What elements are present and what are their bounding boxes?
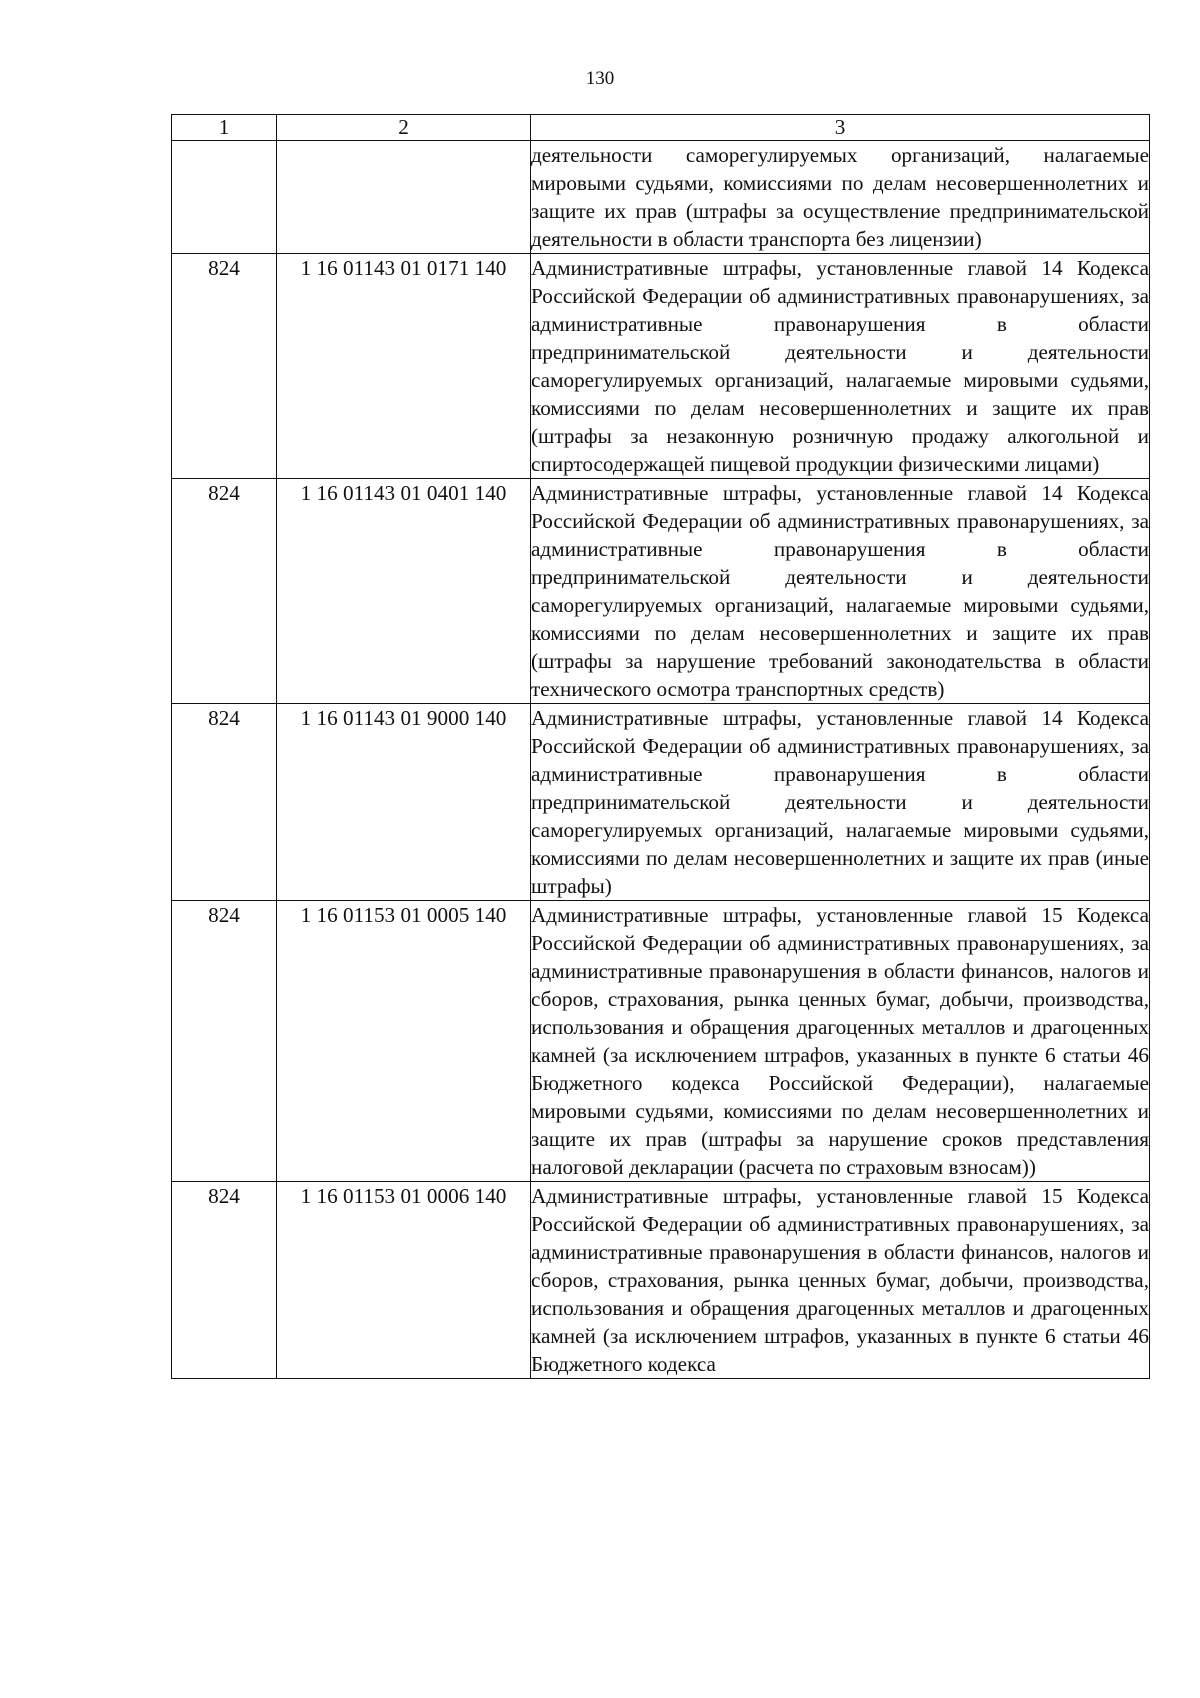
budget-code-cell: 1 16 01143 01 9000 140 — [277, 704, 531, 901]
admin-code-cell: 824 — [172, 901, 277, 1182]
description-cell: деятельности саморегулируемых организаций, налагаемые мировыми судьями, комиссиями по делам несовершеннолетних и защите их прав (штрафы за осуществление предпринимательской деятельности в области транспорта без лицензии) — [531, 141, 1150, 254]
admin-code-cell: 824 — [172, 479, 277, 704]
table-row — [172, 141, 1150, 254]
description-cell: Административные штрафы, установленные главой 14 Кодекса Российской Федерации об административных правонарушениях, за административные правонарушения в области предпринимательской деятельности и деятельности саморегулируемых организаций, налагаемые мировыми судьями, комиссиями по делам несовершеннолетних и защите их прав (штрафы за незаконную розничную продажу алкогольной и спиртосодержащей пищевой продукции физическими лицами) — [531, 254, 1150, 479]
description-cell: Административные штрафы, установленные главой 14 Кодекса Российской Федерации об административных правонарушениях, за административные правонарушения в области предпринимательской деятельности и деятельности саморегулируемых организаций, налагаемые мировыми судьями, комиссиями по делам несовершеннолетних и защите их прав (штрафы за нарушение требований законодательства в области технического осмотра транспортных средств) — [531, 479, 1150, 704]
column-header-2: 2 — [277, 115, 531, 141]
budget-code-cell: 1 16 01153 01 0005 140 — [277, 901, 531, 1182]
column-header-3: 3 — [531, 115, 1150, 141]
admin-code-cell: 824 — [172, 1182, 277, 1379]
admin-code-cell: 824 — [172, 704, 277, 901]
description-cell: Административные штрафы, установленные главой 14 Кодекса Российской Федерации об административных правонарушениях, за административные правонарушения в области предпринимательской деятельности и деятельности саморегулируемых организаций, налагаемые мировыми судьями, комиссиями по делам несовершеннолетних и защите их прав (иные штрафы) — [531, 704, 1150, 901]
table-row — [172, 479, 1150, 704]
description-cell: Административные штрафы, установленные главой 15 Кодекса Российской Федерации об административных правонарушениях, за административные правонарушения в области финансов, налогов и сборов, страхования, рынка ценных бумаг, добычи, производства, использования и обращения драгоценных металлов и драгоценных камней (за исключением штрафов, указанных в пункте 6 статьи 46 Бюджетного кодекса Российской Федерации), налагаемые мировыми судьями, комиссиями по делам несовершеннолетних и защите их прав (штрафы за нарушение сроков представления налоговой декларации (расчета по страховым взносам)) — [531, 901, 1150, 1182]
column-header-1: 1 — [172, 115, 277, 141]
budget-codes-table — [171, 114, 1150, 1379]
admin-code-cell: 824 — [172, 254, 277, 479]
table-row — [172, 704, 1150, 901]
table-row — [172, 1182, 1150, 1379]
budget-code-cell: 1 16 01143 01 0171 140 — [277, 254, 531, 479]
table-header-row — [172, 115, 1150, 141]
page-number: 130 — [585, 68, 615, 89]
budget-code-cell: 1 16 01153 01 0006 140 — [277, 1182, 531, 1379]
table-row — [172, 901, 1150, 1182]
description-cell: Административные штрафы, установленные главой 15 Кодекса Российской Федерации об административных правонарушениях, за административные правонарушения в области финансов, налогов и сборов, страхования, рынка ценных бумаг, добычи, производства, использования и обращения драгоценных металлов и драгоценных камней (за исключением штрафов, указанных в пункте 6 статьи 46 Бюджетного кодекса — [531, 1182, 1150, 1379]
budget-code-cell — [277, 141, 531, 254]
table-row — [172, 254, 1150, 479]
budget-code-cell: 1 16 01143 01 0401 140 — [277, 479, 531, 704]
admin-code-cell — [172, 141, 277, 254]
